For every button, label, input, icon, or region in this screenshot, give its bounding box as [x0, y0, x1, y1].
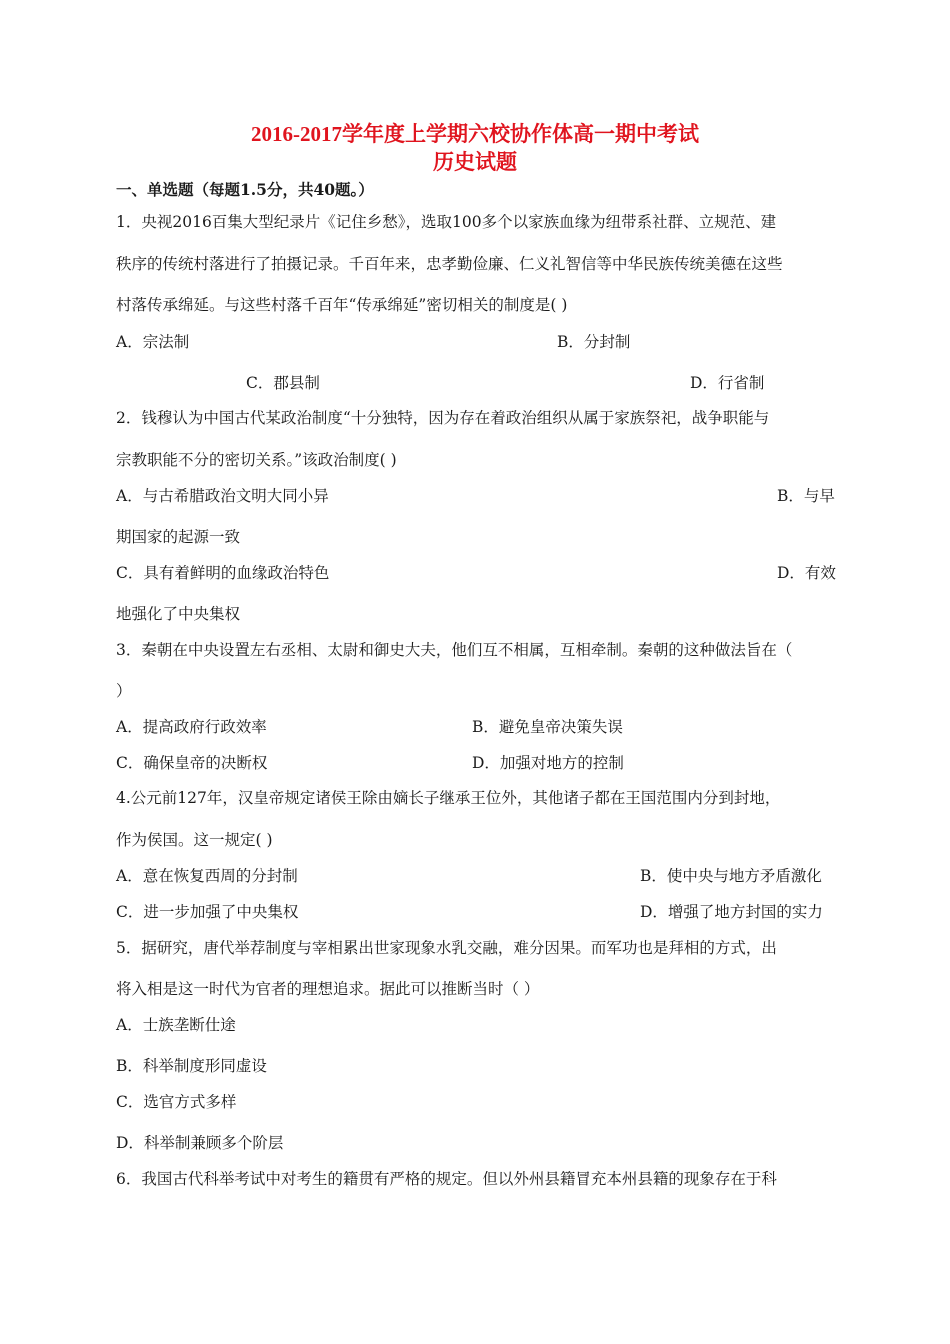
- question-1-line-3: 村落传承绵延。与这些村落千百年“传承绵延”密切相关的制度是( ): [116, 296, 568, 314]
- question-5-line-2: 将入相是这一时代为官者的理想追求。据此可以推断当时（ ）: [116, 980, 540, 998]
- question-5-option-c: C．选官方式多样: [116, 1093, 237, 1111]
- question-5-line-1: 5．据研究，唐代举荐制度与宰相累出世家现象水乳交融，难分因果。而军功也是拜相的方式，出: [116, 939, 777, 957]
- question-6-line-1: 6．我国古代科举考试中对考生的籍贯有严格的规定。但以外州县籍冒充本州县籍的现象存在于科: [116, 1170, 777, 1188]
- question-4-line-2: 作为侯国。这一规定( ): [116, 831, 273, 849]
- question-2-option-c: C．具有着鲜明的血缘政治特色: [116, 564, 330, 582]
- question-2-line-2: 宗教职能不分的密切关系。”该政治制度( ): [116, 451, 397, 469]
- question-4-option-c: C．进一步加强了中央集权: [116, 903, 299, 921]
- question-4-option-a: A．意在恢复西周的分封制: [116, 867, 298, 885]
- question-1-option-c: C．郡县制: [246, 374, 320, 392]
- question-5-option-d: D．科举制兼顾多个阶层: [116, 1134, 284, 1152]
- question-1-line-2: 秩序的传统村落进行了拍摄记录。千百年来，忠孝勤俭廉、仁义礼智信等中华民族传统美德在这些: [116, 255, 783, 273]
- question-3-option-d: D．加强对地方的控制: [472, 754, 624, 772]
- exam-title-line2: 历史试题: [433, 150, 517, 174]
- question-2-option-b-wrap: 期国家的起源一致: [116, 528, 241, 546]
- question-4-option-d: D．增强了地方封国的实力: [640, 903, 823, 921]
- question-1-option-d: D．行省制: [690, 374, 765, 392]
- question-1-line-1: 1．央视2016百集大型纪录片《记住乡愁》，选取100多个以家族血缘为纽带系社群、立规范、建: [116, 213, 777, 231]
- question-3-option-c: C．确保皇帝的决断权: [116, 754, 268, 772]
- question-3-option-a: A．提高政府行政效率: [116, 718, 267, 736]
- question-2-option-d: D．有效: [777, 564, 836, 582]
- question-2-option-a: A．与古希腊政治文明大同小异: [116, 487, 329, 505]
- exam-title-line1: 2016-2017学年度上学期六校协作体高一期中考试: [251, 122, 699, 146]
- question-2-line-1: 2．钱穆认为中国古代某政治制度“十分独特，因为存在着政治组织从属于家族祭祀，战争职能与: [116, 409, 770, 427]
- question-5-option-a: A．士族垄断仕途: [116, 1016, 236, 1034]
- question-1-option-a: A．宗法制: [116, 333, 190, 351]
- question-4-option-b: B．使中央与地方矛盾激化: [640, 867, 822, 885]
- question-3-line-2: ）: [116, 682, 132, 700]
- question-4-line-1: 4.公元前127年，汉皇帝规定诸侯王除由嫡长子继承王位外，其他诸子都在王国范围内分到封地，: [116, 789, 781, 807]
- question-2-option-d-wrap: 地强化了中央集权: [116, 605, 241, 623]
- question-1-option-b: B．分封制: [557, 333, 631, 351]
- question-2-option-b: B．与早: [777, 487, 835, 505]
- question-5-option-b: B．科举制度形同虚设: [116, 1057, 267, 1075]
- question-3-option-b: B．避免皇帝决策失误: [472, 718, 623, 736]
- question-3-line-1: 3．秦朝在中央设置左右丞相、太尉和御史大夫，他们互不相属，互相牵制。秦朝的这种做法旨在（: [116, 641, 793, 659]
- section-heading: 一、单选题（每题1.5分，共40题。）: [116, 180, 374, 199]
